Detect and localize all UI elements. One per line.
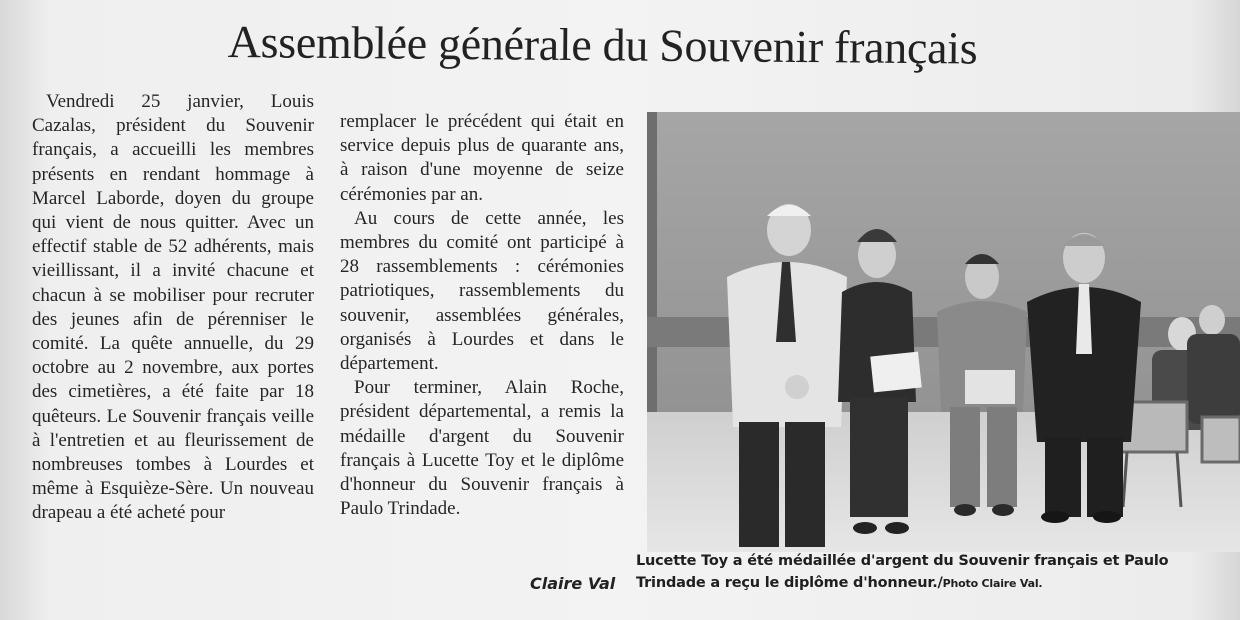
article-headline: Assemblée générale du Souvenir français — [227, 15, 978, 74]
photo-illustration — [647, 112, 1240, 552]
photo-credit: Photo Claire Val. — [942, 577, 1043, 590]
column2-paragraph-2: Au cours de cette année, les membres du comité ont participé à 28 rassemblements : cérémonies patriotiques, rassemblements du souvenir, assemblées générales, organisés à Lourdes et dans le département. — [340, 207, 624, 375]
article-column-2 — [340, 110, 624, 521]
ceremony-photo — [647, 112, 1240, 552]
column2-paragraph-1: remplacer le précédent qui était en service depuis plus de quarante ans, à raison d'une moyenne de seize cérémonies par an. — [340, 111, 624, 205]
author-byline: Claire Val — [530, 574, 616, 593]
column1-text: Vendredi 25 janvier, Louis Cazalas, président du Souvenir français, a accueilli les membres présents en rendant hommage à Marcel Laborde, doyen du groupe qui vient de nous quitter. Avec un effectif stable de 52 adhérents, mais vieillissant, il a invité chacune et chacun à se mobiliser pour recruter des jeunes afin de pérenniser le comité. La quête annuelle, du 29 octobre au 2 novembre, aux portes des cimetières, a été faite par 18 quêteurs. Le Souvenir français veille à l'entretien et au fleurissement de nombreuses tombes à Lourdes et même à Esquièze-Sère. Un nouveau drapeau a été acheté pour — [32, 91, 314, 524]
caption-text: Lucette Toy a été médaillée d'argent du Souvenir français et Paulo Trindade a reçu le diplôme d'honneur./ — [636, 553, 1169, 591]
column2-paragraph-3: Pour terminer, Alain Roche, président départemental, a remis la médaille d'argent du Souvenir français à Lucette Toy et le diplôme d'honneur du Souvenir français à Paulo Trindade. — [340, 377, 624, 520]
article-column-1 — [32, 90, 314, 526]
photo-caption — [636, 550, 1236, 595]
